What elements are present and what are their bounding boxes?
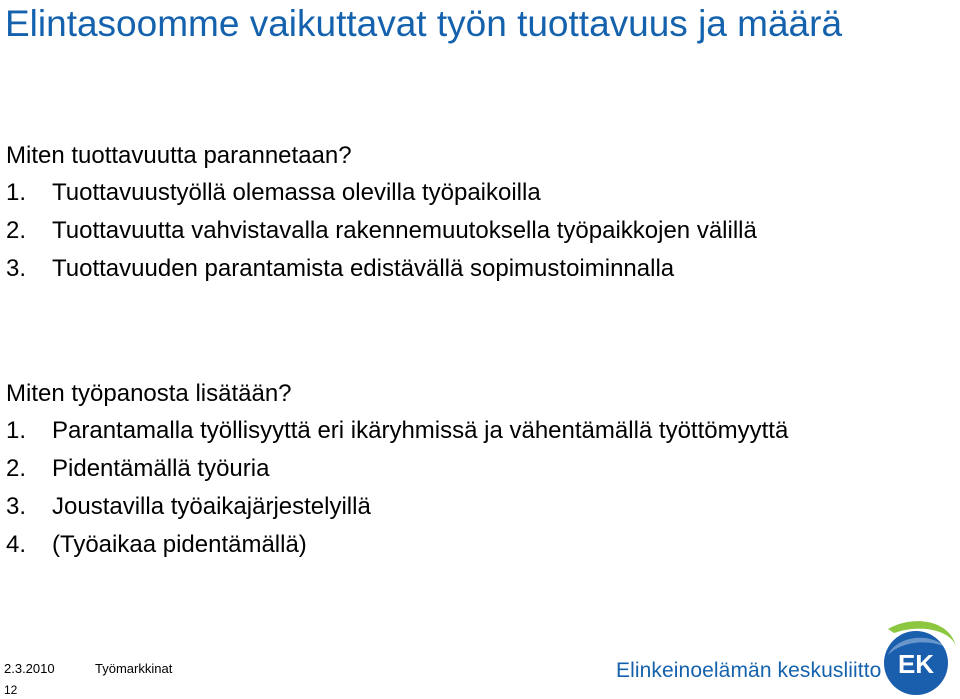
list-text: (Työaikaa pidentämällä)	[52, 531, 307, 558]
list-text: Parantamalla työllisyyttä eri ikäryhmissä ja vähentämällä työttömyyttä	[52, 417, 789, 444]
list-number: 3.	[6, 255, 27, 282]
list-number: 2.	[6, 217, 27, 244]
list-item	[6, 526, 946, 564]
list-number: 1.	[6, 179, 27, 206]
footer-date: 2.3.2010	[4, 661, 55, 676]
footer-subject: Työmarkkinat	[95, 661, 173, 676]
list-text: Pidentämällä työuria	[52, 455, 270, 482]
list-number: 4.	[6, 531, 27, 558]
slide-title: Elintasoomme vaikuttavat työn tuottavuus ja määrä	[5, 3, 843, 44]
list-number: 1.	[6, 417, 27, 444]
labor-input-section	[6, 375, 946, 564]
list-text: Tuottavuuden parantamista edistävällä sopimustoiminnalla	[52, 255, 675, 282]
list-number: 2.	[6, 455, 27, 482]
organization-name: Elinkeinoelämän keskusliitto	[616, 659, 882, 682]
list-item	[6, 174, 946, 212]
list-text: Tuottavuustyöllä olemassa olevilla työpaikoilla	[52, 179, 541, 206]
list-item	[6, 212, 946, 250]
list-item	[6, 412, 946, 450]
list-item	[6, 250, 946, 288]
list-item	[6, 450, 946, 488]
productivity-list	[6, 174, 946, 288]
list-text: Tuottavuutta vahvistavalla rakennemuutoksella työpaikkojen välillä	[52, 217, 757, 244]
list-item	[6, 488, 946, 526]
ek-logo-icon	[872, 617, 958, 697]
page-number: 12	[4, 683, 18, 697]
labor-input-list	[6, 412, 946, 564]
productivity-question: Miten tuottavuutta parannetaan?	[6, 142, 352, 169]
list-text: Joustavilla työaikajärjestelyillä	[52, 493, 371, 520]
labor-input-question: Miten työpanosta lisätään?	[6, 380, 292, 407]
productivity-section	[6, 137, 946, 288]
list-number: 3.	[6, 493, 27, 520]
logo-text: EK	[897, 649, 935, 679]
